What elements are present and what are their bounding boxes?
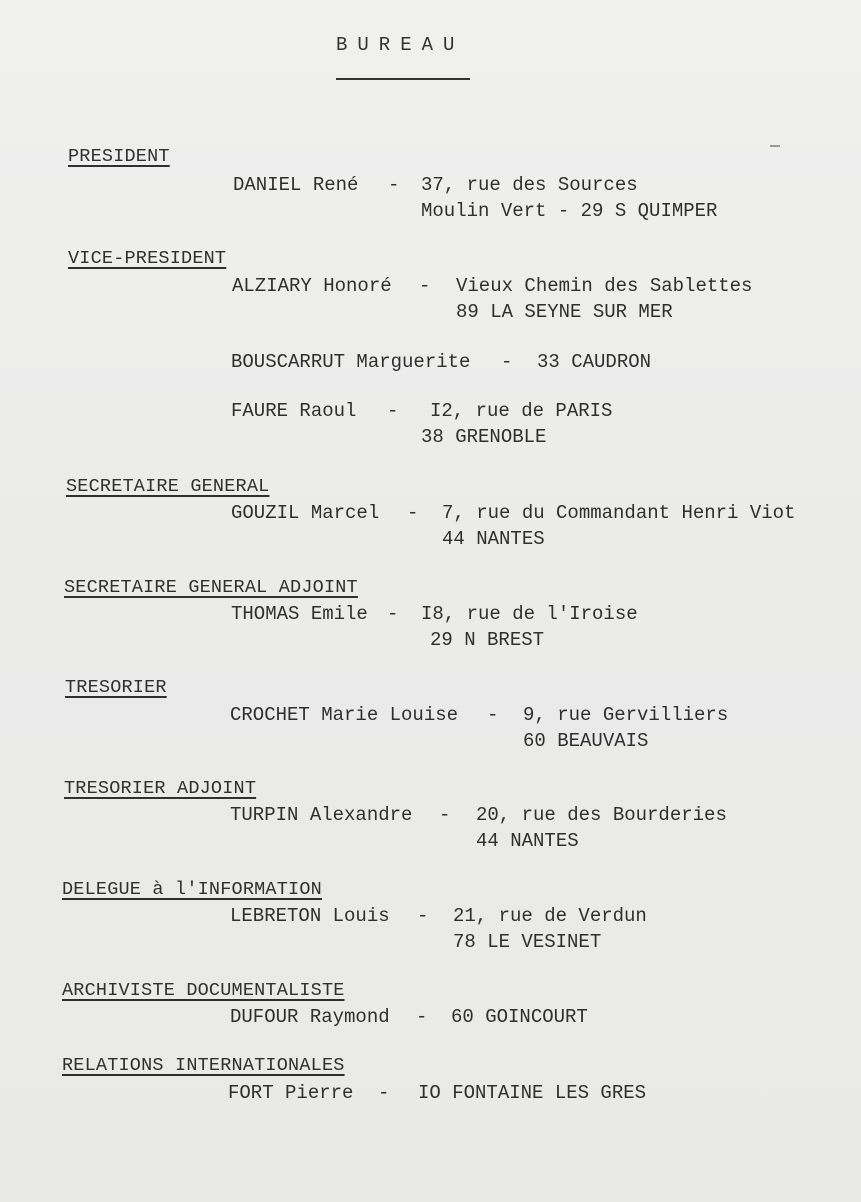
member-address-line2: 89 LA SEYNE SUR MER — [456, 301, 673, 323]
member-address-line1: 7, rue du Commandant Henri Viot — [442, 502, 796, 524]
member-address-line2: 44 NANTES — [476, 830, 579, 852]
heading-archiviste-documentaliste: ARCHIVISTE DOCUMENTALISTE — [62, 980, 345, 1001]
heading-relations-internationales: RELATIONS INTERNATIONALES — [62, 1055, 345, 1076]
member-name: TURPIN Alexandre — [230, 804, 413, 826]
member-name: BOUSCARRUT Marguerite — [231, 351, 471, 373]
separator: - — [487, 704, 499, 726]
separator: - — [378, 1082, 390, 1104]
member-name: CROCHET Marie Louise — [230, 704, 459, 726]
separator: - — [417, 905, 429, 927]
member-address-line1: IO FONTAINE LES GRES — [418, 1082, 647, 1104]
member-name: ALZIARY Honoré — [232, 275, 392, 297]
member-address-line2: 44 NANTES — [442, 528, 545, 550]
member-name: DUFOUR Raymond — [230, 1006, 390, 1028]
heading-vice-president: VICE-PRESIDENT — [68, 248, 227, 269]
member-name: FAURE Raoul — [231, 400, 357, 422]
member-address-line1: 9, rue Gervilliers — [523, 704, 729, 726]
member-address-line2: 29 N BREST — [430, 629, 545, 651]
member-address-line2: 78 LE VESINET — [453, 931, 602, 953]
heading-delegue-information: DELEGUE à l'INFORMATION — [62, 879, 322, 900]
page-title: BUREAU — [336, 34, 465, 56]
separator: - — [416, 1006, 428, 1028]
separator: - — [439, 804, 451, 826]
member-address-line2: 38 GRENOBLE — [421, 426, 547, 448]
member-name: THOMAS Emile — [231, 603, 368, 625]
heading-president: PRESIDENT — [68, 146, 170, 167]
heading-secretaire-general-adjoint: SECRETAIRE GENERAL ADJOINT — [64, 577, 358, 598]
member-name: FORT Pierre — [228, 1082, 354, 1104]
member-address-line1: 60 GOINCOURT — [451, 1006, 588, 1028]
heading-secretaire-general: SECRETAIRE GENERAL — [66, 476, 270, 497]
heading-tresorier-adjoint: TRESORIER ADJOINT — [64, 778, 257, 799]
member-name: LEBRETON Louis — [230, 905, 390, 927]
member-name: DANIEL René — [233, 174, 359, 196]
member-address-line1: 33 CAUDRON — [537, 351, 652, 373]
heading-tresorier: TRESORIER — [65, 677, 167, 698]
member-address-line1: 37, rue des Sources — [421, 174, 638, 196]
paper-speck — [770, 145, 780, 147]
member-address-line1: I8, rue de l'Iroise — [421, 603, 638, 625]
separator: - — [501, 351, 513, 373]
separator: - — [387, 400, 399, 422]
member-address-line1: I2, rue de PARIS — [430, 400, 613, 422]
member-address-line1: Vieux Chemin des Sablettes — [456, 275, 753, 297]
member-address-line1: 20, rue des Bourderies — [476, 804, 727, 826]
member-address-line2: Moulin Vert - 29 S QUIMPER — [421, 200, 718, 222]
title-underline — [336, 78, 470, 80]
member-address-line2: 60 BEAUVAIS — [523, 730, 649, 752]
member-name: GOUZIL Marcel — [231, 502, 380, 524]
separator: - — [419, 275, 431, 297]
separator: - — [407, 502, 419, 524]
member-address-line1: 21, rue de Verdun — [453, 905, 647, 927]
separator: - — [388, 174, 400, 196]
separator: - — [387, 603, 399, 625]
